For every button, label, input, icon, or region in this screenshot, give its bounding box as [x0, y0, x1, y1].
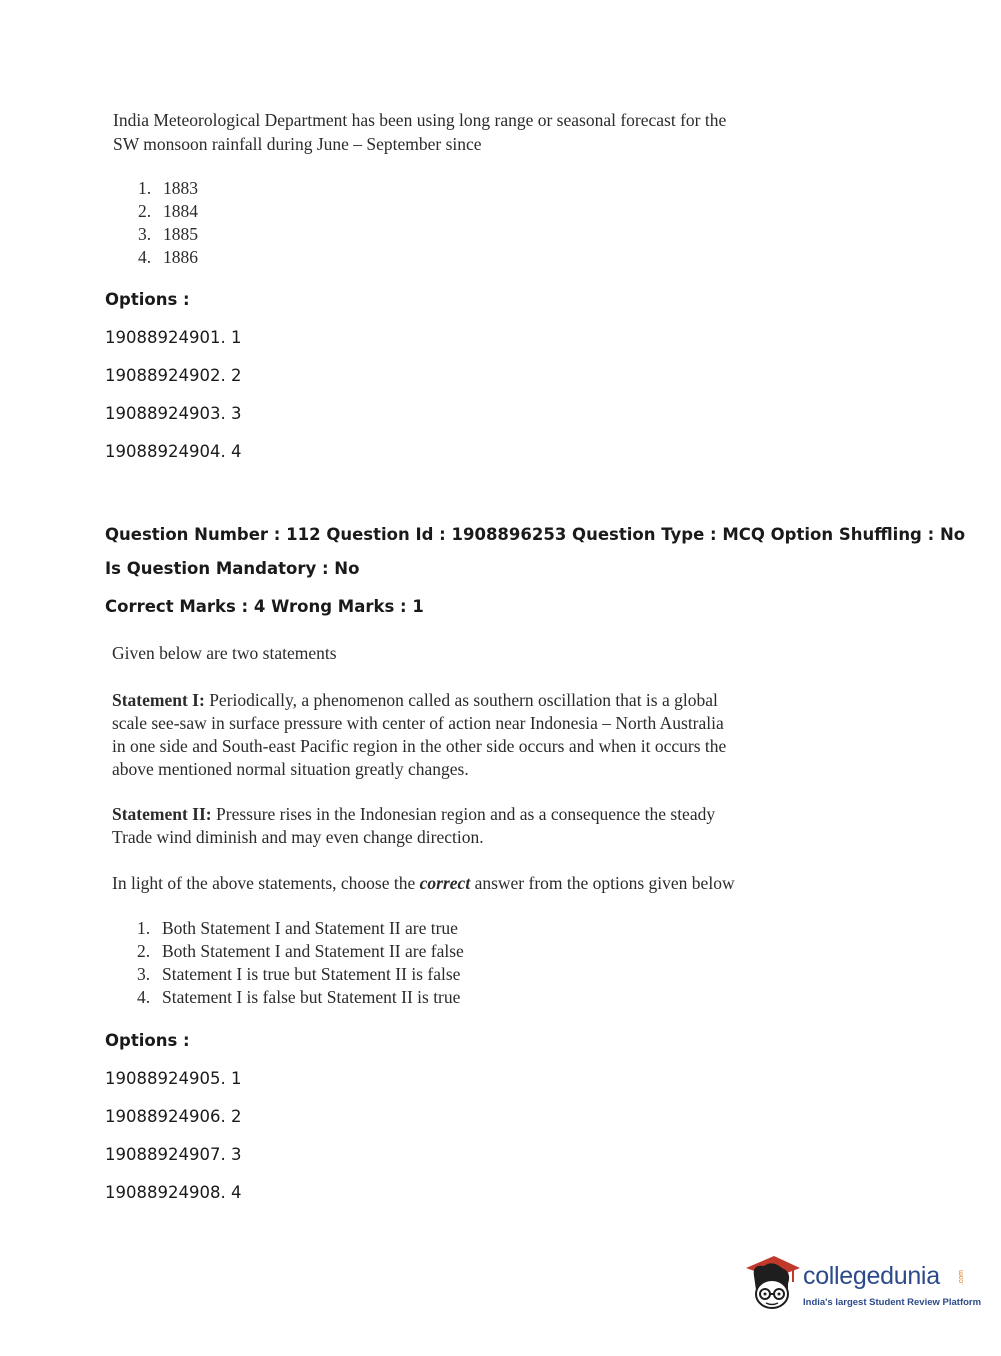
q1-option-4: 19088924904. 4	[105, 442, 242, 461]
brand-name: collegedunia	[803, 1262, 940, 1290]
q1-option-3: 19088924903. 3	[105, 404, 242, 423]
q2-statement-2: Statement II: Pressure rises in the Indonesian region and as a consequence the steady Trade wind diminish and may even change direction.	[112, 804, 716, 847]
q2-option-2: 19088924906. 2	[105, 1107, 242, 1126]
q2-marks-line: Correct Marks : 4 Wrong Marks : 1	[105, 597, 424, 616]
q2-option-4: 19088924908. 4	[105, 1183, 242, 1202]
q2-option-1: 19088924905. 1	[105, 1069, 242, 1088]
list-item: 3. 1885	[138, 224, 198, 244]
list-item: 1. 1883	[138, 178, 198, 198]
q2-mandatory-line: Is Question Mandatory : No	[105, 559, 360, 578]
q2-choice-list	[137, 917, 464, 1009]
q2-instruction: In light of the above statements, choose the correct answer from the options given below	[112, 873, 735, 893]
list-item: 4. 1886	[138, 247, 198, 267]
q1-option-1: 19088924901. 1	[105, 328, 242, 347]
list-item: 3. Statement I is true but Statement II is false	[137, 964, 461, 984]
q1-choice-list	[138, 177, 198, 269]
q1-options-heading: Options :	[105, 290, 190, 309]
list-item: 1. Both Statement I and Statement II are true	[137, 918, 458, 938]
q2-options-heading: Options :	[105, 1031, 190, 1050]
list-item: 4. Statement I is false but Statement II is true	[137, 987, 461, 1007]
brand-tagline: India's largest Student Review Platform	[803, 1297, 982, 1308]
q2-statement-1: Statement I: Periodically, a phenomenon called as southern oscillation that is a global scale see-saw in surface pressure with center of action near Indonesia – North Australia in one side and South-east Pacific region in the other side occurs and when it occurs the above mentioned normal situation greatly changes.	[112, 690, 727, 779]
q2-meta-line: Question Number : 112 Question Id : 1908896253 Question Type : MCQ Option Shuffling : No	[105, 525, 966, 544]
q1-option-2: 19088924902. 2	[105, 366, 242, 385]
q2-option-3: 19088924907. 3	[105, 1145, 242, 1164]
list-item: 2. Both Statement I and Statement II are false	[137, 941, 464, 961]
q1-question-text: India Meteorological Department has been using long range or seasonal forecast for the SW monsoon rainfall during June – September since	[113, 110, 727, 154]
mascot-icon	[742, 1250, 802, 1320]
q2-intro: Given below are two statements	[112, 643, 337, 663]
list-item: 2. 1884	[138, 201, 198, 221]
brand-suffix: .com	[958, 1270, 965, 1286]
